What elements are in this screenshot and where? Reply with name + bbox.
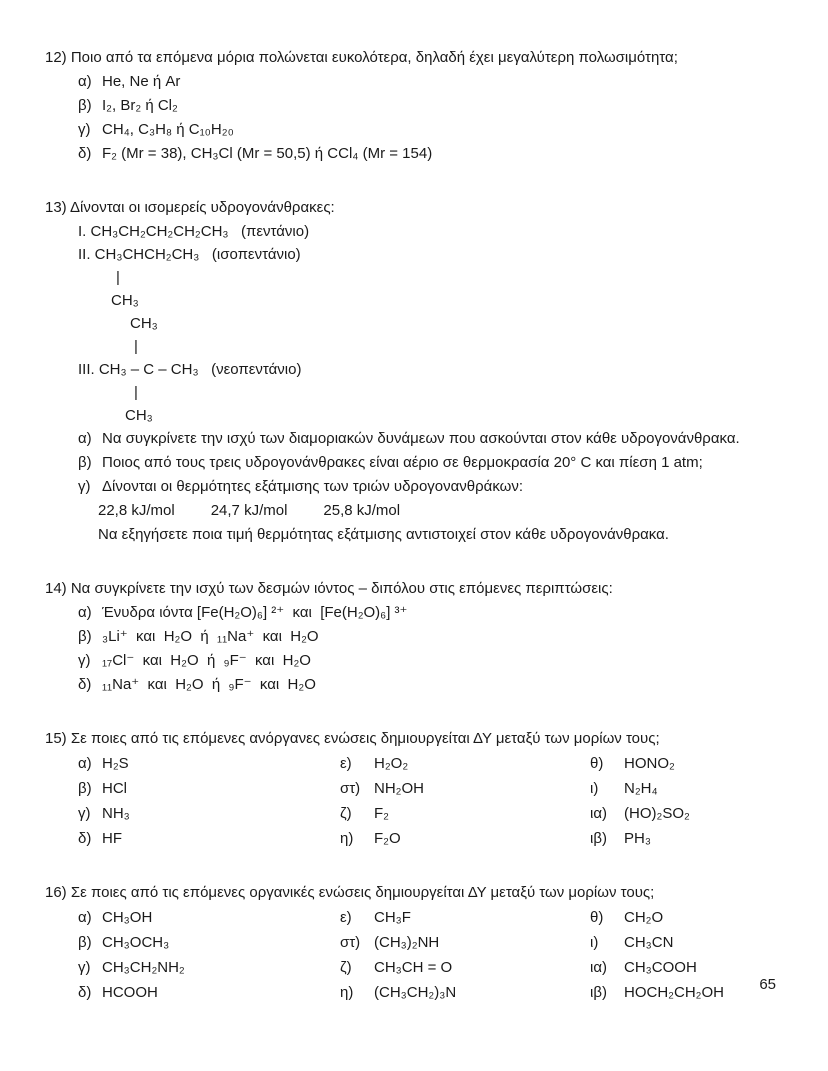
- question-15-options: [78, 751, 783, 851]
- question-13-title: 13) Δίνονται οι ισομερείς υδρογονάνθρακες:: [45, 199, 335, 216]
- option-row: [340, 955, 590, 980]
- option-text: CH₃OH: [102, 909, 153, 926]
- option-row: [590, 980, 783, 1005]
- option-text: NH₂OH: [374, 780, 424, 797]
- option-label: α): [78, 430, 92, 447]
- option-text: H₂S: [102, 755, 129, 772]
- option-row: [590, 930, 783, 955]
- option-row: [78, 776, 340, 801]
- option-text: PH₃: [624, 830, 651, 847]
- option-label: δ): [78, 984, 92, 1001]
- option-label: ιβ): [590, 830, 607, 847]
- question-13-section: [45, 196, 783, 547]
- formula-neopentane: III. CH₃ – C – CH₃ (νεοπεντάνιο): [78, 361, 302, 378]
- option-row: [340, 930, 590, 955]
- question-16-section: [45, 881, 783, 1005]
- bond-line: |: [134, 384, 138, 401]
- option-row: [78, 601, 783, 625]
- option-label: ια): [590, 959, 607, 976]
- option-label: η): [340, 984, 354, 1001]
- option-label: γ): [78, 805, 91, 822]
- question-12-title: 12) Ποιο από τα επόμενα μόρια πολώνεται ευκολότερα, δηλαδή έχει μεγαλύτερη πολωσιμότητα;: [45, 49, 678, 66]
- option-label: α): [78, 604, 92, 621]
- option-text: CH₃CH = O: [374, 959, 453, 976]
- option-label: α): [78, 755, 92, 772]
- option-row: [590, 826, 783, 851]
- option-text: CH₃COOH: [624, 959, 697, 976]
- option-row: [78, 118, 783, 142]
- option-label: β): [78, 934, 92, 951]
- option-label: δ): [78, 676, 92, 693]
- option-text: HOCH₂CH₂OH: [624, 984, 724, 1001]
- bond-line: |: [116, 269, 120, 286]
- option-label: στ): [340, 780, 361, 797]
- option-row: [590, 905, 783, 930]
- option-label: ια): [590, 805, 607, 822]
- question-13-note: Να εξηγήσετε ποια τιμή θερμότητας εξάτμισης αντιστοιχεί στον κάθε υδρογονάνθρακα.: [98, 526, 669, 543]
- option-row: [78, 649, 783, 673]
- heat-value: 24,7 kJ/mol: [210, 502, 288, 519]
- question-14-title: 14) Να συγκρίνετε την ισχύ των δεσμών ιόντος – διπόλου στις επόμενες περιπτώσεις:: [45, 580, 613, 597]
- option-label: γ): [78, 652, 91, 669]
- option-row: [78, 980, 340, 1005]
- option-text: I₂, Br₂ ή Cl₂: [102, 97, 178, 114]
- option-label: ι): [590, 780, 599, 797]
- option-text: Ποιος από τους τρεις υδρογονάνθρακες είναι αέριο σε θερμοκρασία 20° C και πίεση 1 atm;: [102, 454, 703, 471]
- option-row: [340, 776, 590, 801]
- option-label: η): [340, 830, 354, 847]
- options-column-1: [78, 751, 340, 851]
- option-label: θ): [590, 909, 604, 926]
- option-label: θ): [590, 755, 604, 772]
- option-row: [78, 427, 783, 451]
- option-row: [340, 801, 590, 826]
- option-row: [590, 751, 783, 776]
- option-label: γ): [78, 478, 91, 495]
- option-row: [78, 142, 783, 166]
- option-row: [340, 980, 590, 1005]
- option-label: δ): [78, 830, 92, 847]
- option-label: ιβ): [590, 984, 607, 1001]
- heat-value: 22,8 kJ/mol: [98, 502, 175, 519]
- formula-pentane: I. CH₃CH₂CH₂CH₂CH₃ (πεντάνιο): [78, 223, 310, 240]
- option-label: β): [78, 454, 92, 471]
- option-text: Ένυδρα ιόντα [Fe(H₂O)₆] ²⁺ και [Fe(H₂O)₆] ³⁺: [102, 604, 408, 621]
- question-13-options: [78, 427, 783, 499]
- option-row: [78, 801, 340, 826]
- question-12-options: [78, 70, 783, 166]
- option-label: δ): [78, 145, 92, 162]
- options-column-1: [78, 905, 340, 1005]
- option-text: (HO)₂SO₂: [624, 805, 690, 822]
- question-15-title: 15) Σε ποιες από τις επόμενες ανόργανες ενώσεις δημιουργείται ΔΥ μεταξύ των μορίων τους;: [45, 730, 660, 747]
- option-text: HCOOH: [102, 984, 158, 1001]
- option-row: [340, 751, 590, 776]
- option-row: [78, 625, 783, 649]
- question-15-section: [45, 727, 783, 851]
- option-label: α): [78, 909, 92, 926]
- bond-line: |: [134, 338, 138, 355]
- methyl-group: CH₃: [111, 292, 139, 309]
- option-label: ζ): [340, 805, 352, 822]
- heat-value: 25,8 kJ/mol: [323, 502, 401, 519]
- option-text: F₂ (Mr = 38), CH₃Cl (Mr = 50,5) ή CCl₄ (Mr = 154): [102, 145, 433, 162]
- option-row: [590, 955, 783, 980]
- question-14-options: [78, 601, 783, 697]
- option-text: H₂O₂: [374, 755, 409, 772]
- option-text: HF: [102, 830, 122, 847]
- option-label: ζ): [340, 959, 352, 976]
- option-text: NH₃: [102, 805, 130, 822]
- option-row: [590, 801, 783, 826]
- option-row: [78, 905, 340, 930]
- option-text: Δίνονται οι θερμότητες εξάτμισης των τριών υδρογονανθράκων:: [102, 478, 524, 495]
- methyl-group: CH₃: [130, 315, 158, 332]
- option-text: CH₃CH₂NH₂: [102, 959, 185, 976]
- option-text: ₃Li⁺ και H₂O ή ₁₁Na⁺ και H₂O: [102, 628, 319, 645]
- option-text: CH₂O: [624, 909, 664, 926]
- option-row: [78, 751, 340, 776]
- option-label: ε): [340, 909, 352, 926]
- option-text: (CH₃)₂NH: [374, 934, 440, 951]
- option-text: HONO₂: [624, 755, 675, 772]
- option-text: N₂H₄: [624, 780, 658, 797]
- option-row: [340, 826, 590, 851]
- option-text: He, Ne ή Ar: [102, 73, 181, 90]
- option-row: [78, 94, 783, 118]
- option-row: [78, 826, 340, 851]
- option-text: CH₃CN: [624, 934, 674, 951]
- option-text: F₂: [374, 805, 389, 822]
- option-label: ε): [340, 755, 352, 772]
- option-row: [78, 673, 783, 697]
- options-column-3: [590, 751, 783, 851]
- options-column-3: [590, 905, 783, 1005]
- option-row: [78, 70, 783, 94]
- methyl-group: CH₃: [125, 407, 153, 424]
- option-text: CH₄, C₃H₈ ή C₁₀H₂₀: [102, 121, 234, 138]
- option-row: [78, 475, 783, 499]
- page-number: 65: [759, 976, 776, 993]
- option-row: [78, 955, 340, 980]
- option-text: Να συγκρίνετε την ισχύ των διαμοριακών δυνάμεων που ασκούνται στον κάθε υδρογονάνθρακα.: [102, 430, 740, 447]
- option-row: [590, 776, 783, 801]
- option-text: HCl: [102, 780, 127, 797]
- option-text: ₁₇Cl⁻ και H₂O ή ₉F⁻ και H₂O: [102, 652, 311, 669]
- option-label: α): [78, 73, 92, 90]
- option-label: ι): [590, 934, 599, 951]
- option-label: στ): [340, 934, 361, 951]
- structural-formulas: [78, 220, 783, 427]
- option-label: β): [78, 97, 92, 114]
- option-label: γ): [78, 121, 91, 138]
- option-text: CH₃F: [374, 909, 411, 926]
- question-16-options: [78, 905, 783, 1005]
- question-14-section: [45, 577, 783, 697]
- option-row: [78, 451, 783, 475]
- option-label: β): [78, 628, 92, 645]
- options-column-2: [340, 751, 590, 851]
- option-text: CH₃OCH₃: [102, 934, 170, 951]
- option-row: [78, 930, 340, 955]
- question-16-title: 16) Σε ποιες από τις επόμενες οργανικές ενώσεις δημιουργείται ΔΥ μεταξύ των μορίων τους;: [45, 884, 655, 901]
- option-label: β): [78, 780, 92, 797]
- option-text: ₁₁Na⁺ και H₂O ή ₉F⁻ και H₂O: [102, 676, 316, 693]
- option-text: F₂O: [374, 830, 401, 847]
- option-label: γ): [78, 959, 91, 976]
- question-12-section: [45, 46, 783, 166]
- heat-of-vaporization-values: [98, 499, 783, 523]
- option-row: [340, 905, 590, 930]
- options-column-2: [340, 905, 590, 1005]
- formula-isopentane: II. CH₃CHCH₂CH₃ (ισοπεντάνιο): [78, 246, 301, 263]
- option-text: (CH₃CH₂)₃N: [374, 984, 457, 1001]
